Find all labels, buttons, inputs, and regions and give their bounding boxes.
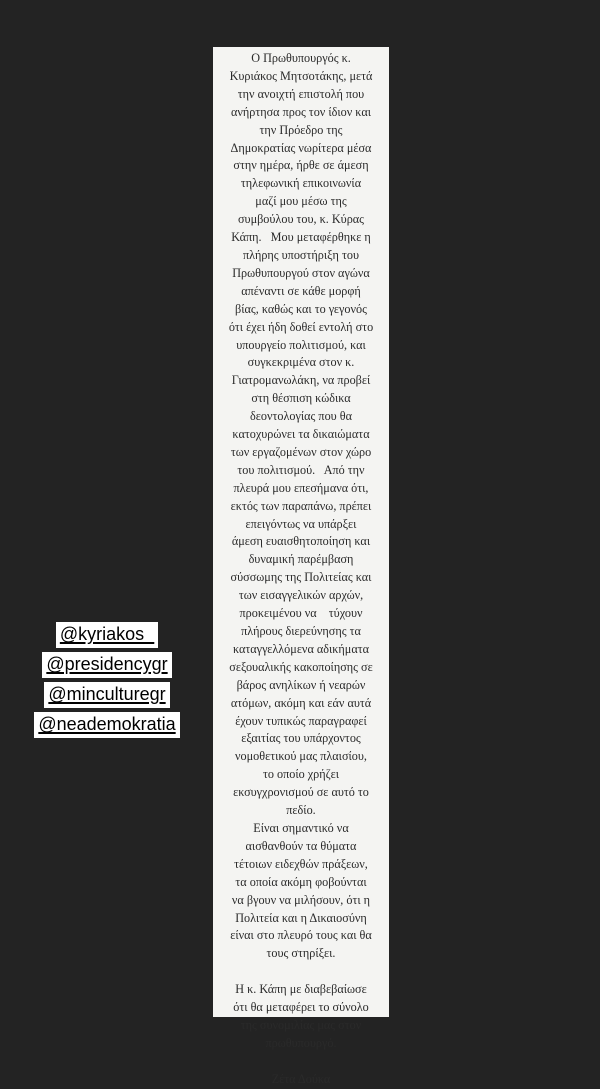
letter-line: είναι στο πλευρό τους και θα [230,928,372,943]
letter-line: το οποίο χρήζει [262,767,340,782]
letter-line: επειγόντως να υπάρξει [245,516,357,531]
letter-line: ατόμων, ακόμη και εάν αυτά [230,695,372,710]
mention-tag-minculturegr[interactable]: @minculturegr [44,682,169,708]
letter-line: Πολιτεία και η Δικαιοσύνη [235,910,367,925]
letter-line: Είναι σημαντικό να [253,820,349,835]
letter-line: εκτός των παραπάνω, πρέπει [230,498,372,513]
letter-line: ότι θα μεταφέρει το σύνολο [233,1000,369,1015]
letter-line: νομοθετικού μας πλαισίου, [235,749,367,764]
letter-line: καταγγελλόμενα αδικήματα [232,641,369,656]
letter-line: Ο Πρωθυπουργός κ. [251,51,351,65]
mention-tag-neademokratia[interactable]: @neademokratia [34,712,179,738]
letter-line: δυναμική παρέμβαση [248,552,354,567]
letter-line: βίας, καθώς και το γεγονός [235,301,367,316]
letter-line: τα οποία ακόμη φοβούνται [235,874,367,889]
letter-line: πλήρους διερεύνησης τα [241,624,361,638]
letter-line: της συνομιλίας μας στον [240,1017,362,1032]
letter-line: τέτοιων ειδεχθών πράξεων, [234,856,368,871]
mention-tags [22,622,192,742]
letter-line: Ζέτα Δούκα [271,1071,331,1086]
letter-line: Δημοκρατίας νωρίτερα μέσα [230,140,372,155]
letter-line: την Πρόεδρο της [259,122,343,137]
letter-line: ότι έχει ήδη δοθεί εντολή στο [228,319,374,334]
mention-tag-kyriakos[interactable]: @kyriakos_ [56,622,158,648]
letter-line: Γιατρομανωλάκη, να προβεί [231,373,371,388]
letter-line: βάρος ανηλίκων ή νεαρών [236,677,366,692]
letter-line: προκειμένου να τύχουν [239,606,363,621]
letter-line: του πολιτισμού. Από την [237,462,365,477]
letter-line: στην ημέρα, ήρθε σε άμεση [233,158,369,173]
letter-line: αισθανθούν τα θύματα [245,838,357,853]
mention-tag-presidencygr[interactable]: @presidencygr [42,652,171,678]
letter-text [213,50,389,1089]
letter-line: Κάπη. Μου μεταφέρθηκε η [231,230,371,245]
letter-line [213,963,389,981]
letter-line: την ανοιχτή επιστολή που [237,86,365,101]
letter-line: Η κ. Κάπη με διαβεβαίωσε [235,982,367,997]
letter-line: ανήρτησα προς τον ίδιον και [230,104,372,119]
letter-line: μαζί μου μέσω της [255,194,347,209]
letter-line [213,1053,389,1071]
letter-line: των εργαζομένων στον χώρο [230,444,372,459]
letter-line: τηλεφωνική επικοινωνία [240,176,362,191]
letter-line: έχουν τυπικώς παραγραφεί [235,713,367,728]
letter-line: εξαιτίας του υπάρχοντος [241,731,361,746]
letter-line: Κυριάκος Μητσοτάκης, μετά [229,68,373,83]
letter-line: απέναντι σε κάθε μορφή [241,283,361,298]
letter-line: κατοχυρώνει τα δικαιώματα [232,427,370,442]
letter-line: στη θέσπιση κώδικα [251,391,351,406]
letter-line: συμβούλου του, κ. Κύρας [237,212,365,227]
letter-line: υπουργείο πολιτισμού, και [236,337,366,352]
letter-line: πλευρά μου επεσήμανα ότι, [233,480,369,495]
letter-line: Πρωθυπουργού στον αγώνα [232,265,370,280]
letter-line: τους στηρίξει. [266,946,336,961]
letter-line: συγκεκριμένα στον κ. [247,355,355,370]
letter-line: σεξουαλικής κακοποίησης σε [229,659,373,674]
letter-line: να βγουν να μιλήσουν, ότι η [231,892,371,907]
letter-line: άμεση ευαισθητοποίηση και [231,534,371,549]
letter-line: πρωθυπουργό. [265,1035,337,1050]
letter-line: των εισαγγελικών αρχών, [238,588,364,603]
letter-line: πλήρης υποστήριξη του [242,247,360,262]
letter-line: σύσσωμης της Πολιτείας και [230,570,372,585]
letter-line: πεδίο. [286,803,316,818]
letter-line: δεοντολογίας που θα [250,409,352,424]
letter-line: εκσυγχρονισμού σε αυτό το [233,785,369,800]
